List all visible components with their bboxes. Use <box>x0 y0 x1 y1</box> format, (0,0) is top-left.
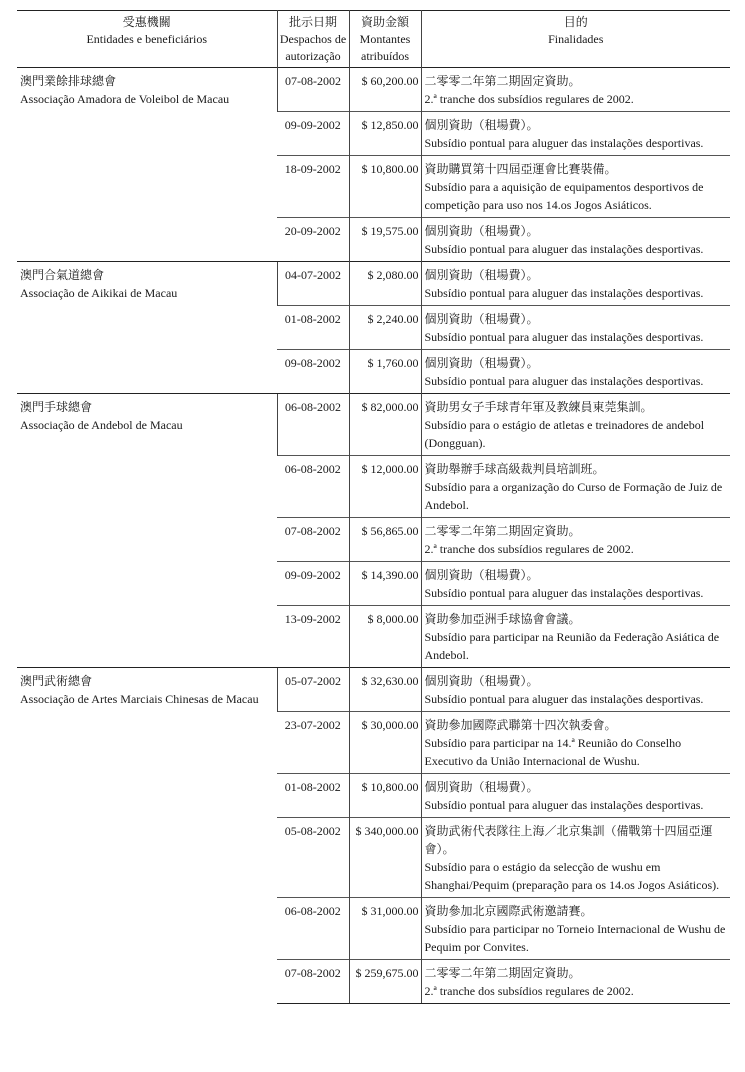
purpose-pt: Subsídio para participar no Torneio Internacional de Wushu de Pequim por Convites. <box>424 922 726 954</box>
date-cell: 05-07-2002 <box>277 668 349 712</box>
amount-cell: $ 8,000.00 <box>349 606 421 668</box>
date-cell: 05-08-2002 <box>277 818 349 898</box>
entity-cell <box>17 668 277 1004</box>
date-cell: 13-09-2002 <box>277 606 349 668</box>
amount-cell: $ 31,000.00 <box>349 898 421 960</box>
purpose-cell <box>421 262 730 306</box>
purpose-cell <box>421 712 730 774</box>
entity-cell <box>17 394 277 668</box>
date-cell: 07-08-2002 <box>277 518 349 562</box>
date-cell: 23-07-2002 <box>277 712 349 774</box>
subsidy-table <box>17 10 730 1004</box>
entity-name-pt: Associação Amadora de Voleibol de Macau <box>20 92 230 106</box>
purpose-zh: 資助舉辦手球高級裁判員培訓班。 <box>424 462 605 476</box>
purpose-pt: Subsídio pontual para aluguer das instalações desportivas. <box>424 798 704 812</box>
entity-name-zh: 澳門業餘排球總會 <box>20 74 117 88</box>
subsidy-document <box>17 10 730 1004</box>
purpose-cell <box>421 960 730 1004</box>
amount-cell: $ 60,200.00 <box>349 68 421 112</box>
date-cell: 06-08-2002 <box>277 898 349 960</box>
purpose-pt: Subsídio para participar na 14.ª Reunião do Conselho Executivo da União Internacional de Wushu. <box>424 736 682 768</box>
purpose-pt: 2.ª tranche dos subsídios regulares de 2002. <box>424 542 634 556</box>
purpose-zh: 資助參加北京國際武術邀請賽。 <box>424 904 593 918</box>
entity-name-zh: 澳門合氣道總會 <box>20 268 105 282</box>
purpose-zh: 個別資助（租場費）。 <box>424 356 539 370</box>
purpose-pt: Subsídio para o estágio de atletas e treinadores de andebol (Dongguan). <box>424 418 705 450</box>
amount-cell: $ 2,080.00 <box>349 262 421 306</box>
purpose-cell <box>421 518 730 562</box>
table-row <box>17 68 730 112</box>
purpose-zh: 個別資助（租場費）。 <box>424 568 539 582</box>
date-cell: 07-08-2002 <box>277 68 349 112</box>
purpose-cell <box>421 306 730 350</box>
amount-cell: $ 32,630.00 <box>349 668 421 712</box>
entity-cell <box>17 262 277 394</box>
amount-cell: $ 10,800.00 <box>349 156 421 218</box>
amount-cell: $ 12,850.00 <box>349 112 421 156</box>
table-row <box>17 262 730 306</box>
date-cell: 06-08-2002 <box>277 456 349 518</box>
purpose-cell <box>421 774 730 818</box>
purpose-cell <box>421 818 730 898</box>
amount-cell: $ 56,865.00 <box>349 518 421 562</box>
purpose-cell <box>421 394 730 456</box>
purpose-cell <box>421 668 730 712</box>
purpose-zh: 二零零二年第二期固定資助。 <box>424 524 581 538</box>
entity-name-zh: 澳門武術總會 <box>20 674 93 688</box>
purpose-cell <box>421 112 730 156</box>
purpose-pt: Subsídio pontual para aluguer das instalações desportivas. <box>424 136 704 150</box>
date-cell: 09-08-2002 <box>277 350 349 394</box>
amount-cell: $ 14,390.00 <box>349 562 421 606</box>
entity-name-pt: Associação de Artes Marciais Chinesas de Macau <box>20 692 259 706</box>
date-cell: 06-08-2002 <box>277 394 349 456</box>
purpose-zh: 個別資助（租場費）。 <box>424 780 539 794</box>
entity-cell <box>17 68 277 262</box>
entity-name-zh: 澳門手球總會 <box>20 400 93 414</box>
purpose-zh: 個別資助（租場費）。 <box>424 674 539 688</box>
amount-cell: $ 82,000.00 <box>349 394 421 456</box>
amount-cell: $ 1,760.00 <box>349 350 421 394</box>
purpose-cell <box>421 68 730 112</box>
table-row <box>17 668 730 712</box>
date-cell: 09-09-2002 <box>277 562 349 606</box>
purpose-cell <box>421 606 730 668</box>
header-amount: 資助金額 Montantes atribuídos <box>349 11 421 68</box>
purpose-zh: 個別資助（租場費）。 <box>424 268 539 282</box>
purpose-pt: Subsídio pontual para aluguer das instalações desportivas. <box>424 242 704 256</box>
date-cell: 07-08-2002 <box>277 960 349 1004</box>
date-cell: 01-08-2002 <box>277 774 349 818</box>
purpose-cell <box>421 156 730 218</box>
purpose-pt: Subsídio pontual para aluguer das instalações desportivas. <box>424 286 704 300</box>
amount-cell: $ 19,575.00 <box>349 218 421 262</box>
entity-name-pt: Associação de Andebol de Macau <box>20 418 183 432</box>
purpose-cell <box>421 898 730 960</box>
purpose-zh: 二零零二年第二期固定資助。 <box>424 74 581 88</box>
purpose-zh: 資助男女子手球青年軍及教練員東莞集訓。 <box>424 400 653 414</box>
purpose-zh: 資助購買第十四屆亞運會比賽裝備。 <box>424 162 617 176</box>
header-entities: 受惠機關 Entidades e beneficiários <box>86 15 208 46</box>
date-cell: 01-08-2002 <box>277 306 349 350</box>
table-body <box>17 68 730 1004</box>
date-cell: 04-07-2002 <box>277 262 349 306</box>
purpose-zh: 資助參加國際武聯第十四次執委會。 <box>424 718 617 732</box>
purpose-cell <box>421 456 730 518</box>
purpose-cell <box>421 562 730 606</box>
purpose-zh: 個別資助（租場費）。 <box>424 118 539 132</box>
purpose-zh: 個別資助（租場費）。 <box>424 312 539 326</box>
amount-cell: $ 10,800.00 <box>349 774 421 818</box>
date-cell: 09-09-2002 <box>277 112 349 156</box>
purpose-pt: Subsídio para a organização do Curso de Formação de Juiz de Andebol. <box>424 480 723 512</box>
table-row <box>17 394 730 456</box>
purpose-pt: Subsídio para a aquisição de equipamentos desportivos de competição para uso nos 14.os Jogos Asiáticos. <box>424 180 704 212</box>
purpose-pt: Subsídio pontual para aluguer das instalações desportivas. <box>424 586 704 600</box>
date-cell: 18-09-2002 <box>277 156 349 218</box>
amount-cell: $ 340,000.00 <box>349 818 421 898</box>
entity-name-pt: Associação de Aikikai de Macau <box>20 286 178 300</box>
purpose-pt: Subsídio pontual para aluguer das instalações desportivas. <box>424 330 704 344</box>
date-cell: 20-09-2002 <box>277 218 349 262</box>
purpose-zh: 資助武術代表隊往上海／北京集訓（備戰第十四屆亞運會）。 <box>424 824 713 856</box>
amount-cell: $ 2,240.00 <box>349 306 421 350</box>
purpose-pt: Subsídio para participar na Reunião da Federação Asiática de Andebol. <box>424 630 720 662</box>
purpose-cell <box>421 218 730 262</box>
purpose-pt: 2.ª tranche dos subsídios regulares de 2002. <box>424 984 634 998</box>
purpose-zh: 二零零二年第二期固定資助。 <box>424 966 581 980</box>
header-purpose: 目的 Finalidades <box>421 11 730 68</box>
purpose-pt: Subsídio pontual para aluguer das instalações desportivas. <box>424 374 704 388</box>
header-date: 批示日期 Despachos de autorização <box>277 11 349 68</box>
amount-cell: $ 259,675.00 <box>349 960 421 1004</box>
purpose-cell <box>421 350 730 394</box>
purpose-zh: 個別資助（租場費）。 <box>424 224 539 238</box>
amount-cell: $ 30,000.00 <box>349 712 421 774</box>
purpose-pt: Subsídio para o estágio da selecção de wushu em Shanghai/Pequim (preparação para os 14.os Jogos Asiáticos). <box>424 860 720 892</box>
purpose-pt: Subsídio pontual para aluguer das instalações desportivas. <box>424 692 704 706</box>
purpose-pt: 2.ª tranche dos subsídios regulares de 2002. <box>424 92 634 106</box>
amount-cell: $ 12,000.00 <box>349 456 421 518</box>
purpose-zh: 資助參加亞洲手球協會會議。 <box>424 612 581 626</box>
table-header <box>17 11 730 68</box>
